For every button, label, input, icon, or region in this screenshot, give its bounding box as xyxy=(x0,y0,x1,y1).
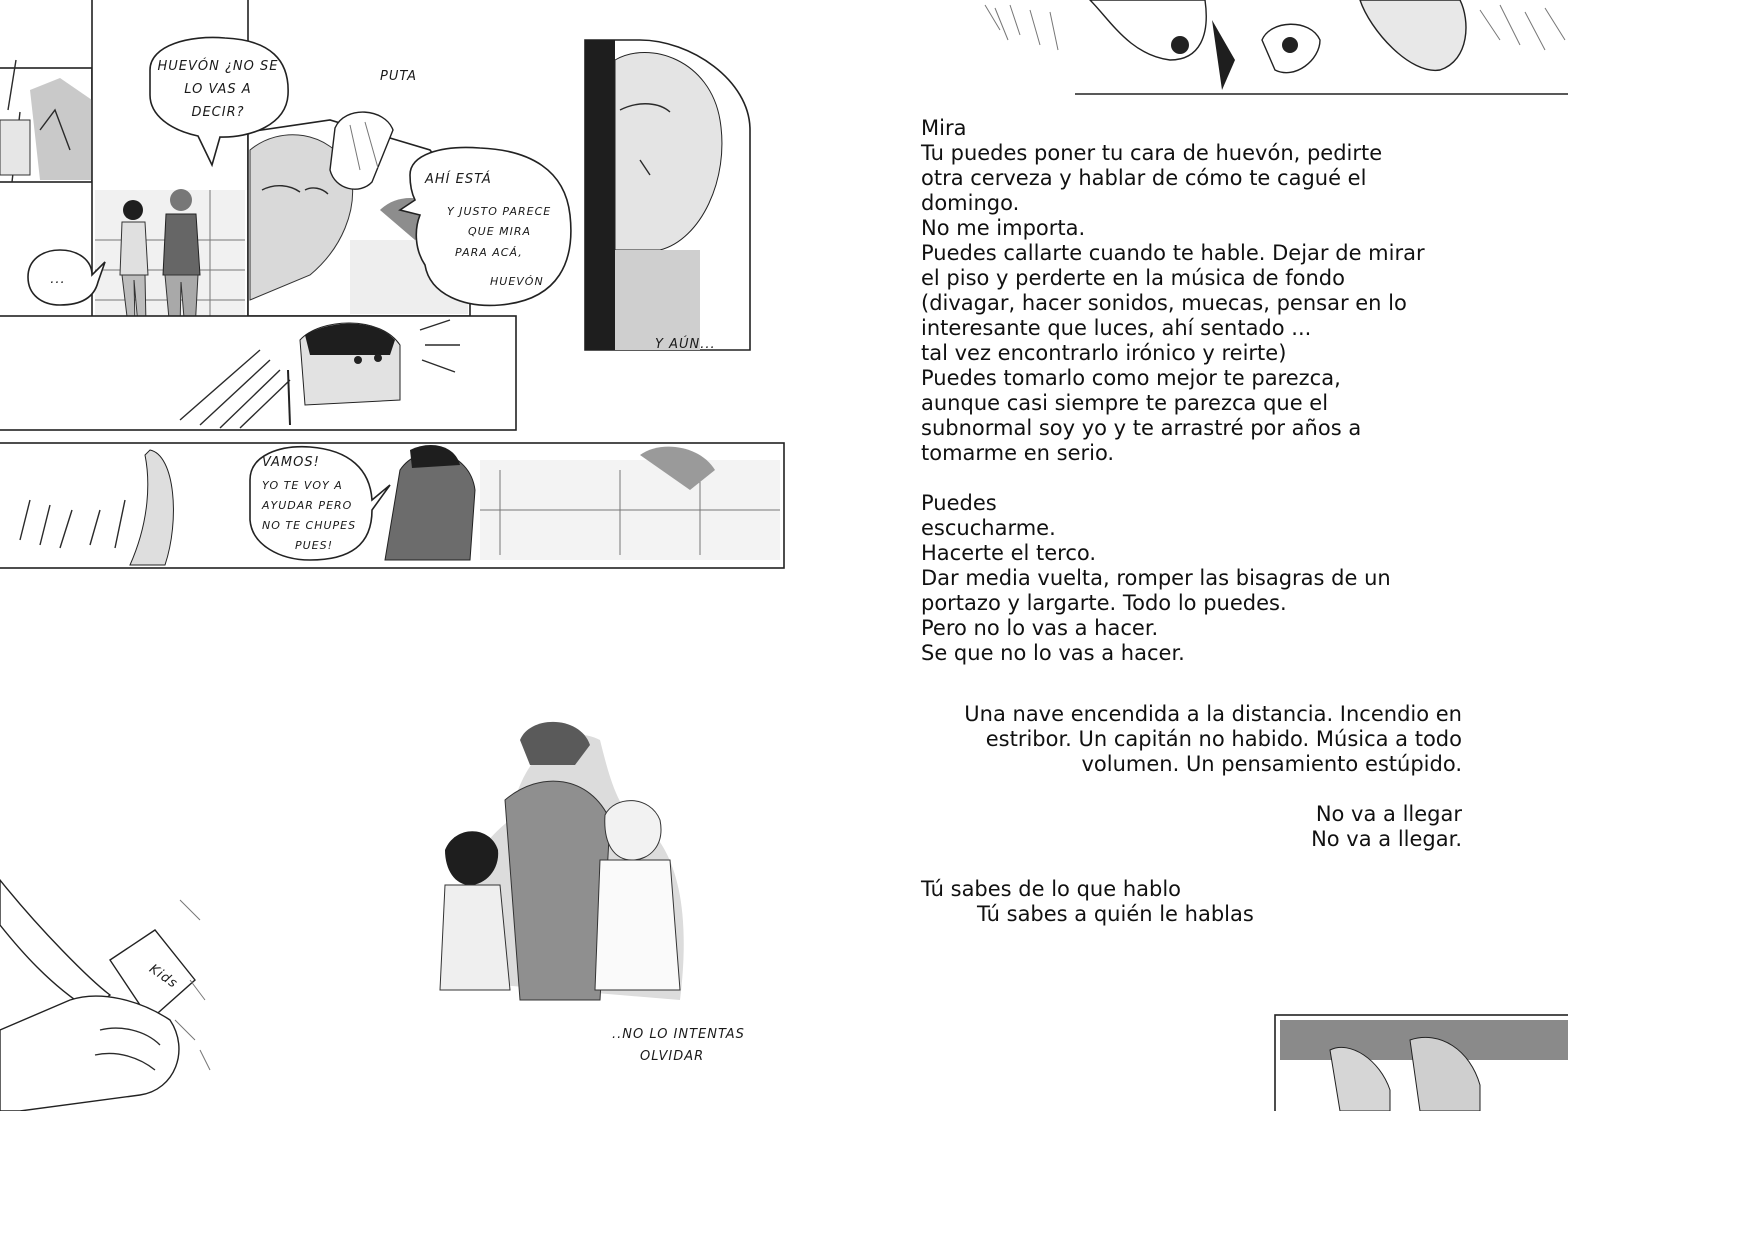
left-page-comic xyxy=(0,0,784,1111)
poem-line: interesante que luces, ahí sentado ... xyxy=(921,316,1312,340)
poem-line: escucharme. xyxy=(921,516,1056,540)
caption-y-aun: Y AÚN... xyxy=(655,337,716,352)
poem-line: portazo y largarte. Todo lo puedes. xyxy=(921,591,1287,615)
stanza-gap xyxy=(921,666,1481,702)
poem-line: tal vez encontrarlo irónico y reirte) xyxy=(921,341,1287,365)
stanza-gap xyxy=(921,466,1481,491)
poem-line: Mira xyxy=(921,116,967,140)
panel-walking-away xyxy=(0,443,784,568)
bubble-line: PUES! xyxy=(295,539,334,552)
poem-line: No va a llegar xyxy=(1315,802,1462,826)
sfx-puta: PUTA xyxy=(380,69,417,84)
poem-line: tomarme en serio. xyxy=(921,441,1115,465)
bubble-line: HUEVÓN xyxy=(490,275,544,288)
panel-eyes-top xyxy=(985,0,1568,94)
bubble-line: PARA ACÁ, xyxy=(455,246,523,259)
bubble-line: VAMOS! xyxy=(262,455,320,470)
bubble-line: Y JUSTO PARECE xyxy=(447,205,552,218)
bubble-line: NO TE CHUPES xyxy=(262,519,357,532)
panel-hands-bottom xyxy=(1275,1015,1568,1111)
bubble-line: YO TE VOY A xyxy=(262,479,343,492)
poem-line: estribor. Un capitán no habido. Música a todo xyxy=(985,727,1462,751)
poem-line: (divagar, hacer sonidos, muecas, pensar en lo xyxy=(921,291,1407,315)
poem-stanza-4 xyxy=(921,802,1481,852)
poem-line: Tu puedes poner tu cara de huevón, pedirte xyxy=(921,141,1383,165)
poem-line: Hacerte el terco. xyxy=(921,541,1097,565)
poem-line: Pero no lo vas a hacer. xyxy=(921,616,1159,640)
poem-line: Dar media vuelta, romper las bisagras de un xyxy=(921,566,1391,590)
poem-stanza-2 xyxy=(921,491,1481,666)
poem-line: volumen. Un pensamiento estúpido. xyxy=(1081,752,1462,776)
bubble-line: AHÍ ESTÁ xyxy=(425,172,492,187)
panel-boy-profile-sweat xyxy=(585,40,750,350)
bubble-line: HUEVÓN ¿NO SE xyxy=(157,59,279,74)
caption-line: ..NO LO INTENTAS xyxy=(612,1027,745,1042)
bubble-line: AYUDAR PERO xyxy=(262,499,353,512)
bubble-line: QUE MIRA xyxy=(468,225,532,238)
illustration-hand-juicebox xyxy=(0,880,210,1111)
poem-line: Tú sabes de lo que hablo xyxy=(921,877,1182,901)
panel-boy-with-straw xyxy=(0,316,516,430)
poem-line: Puedes tomarlo como mejor te parezca, xyxy=(921,366,1341,390)
poem-line: aunque casi siempre te parezca que el xyxy=(921,391,1329,415)
poem-line: Una nave encendida a la distancia. Incendio en xyxy=(964,702,1462,726)
poem-stanza-1 xyxy=(921,116,1481,466)
poem-line: Puedes xyxy=(921,491,997,515)
poem-line: No va a llegar. xyxy=(1311,827,1462,851)
poem-line: Puedes callarte cuando te hable. Dejar de mirar xyxy=(921,241,1425,265)
panel-straw-drinker xyxy=(0,60,92,182)
caption-line: OLVIDAR xyxy=(640,1049,705,1064)
poem-line: subnormal soy yo y te arrastré por años a xyxy=(921,416,1362,440)
poem-line: Se que no lo vas a hacer. xyxy=(921,641,1185,665)
poem-line: domingo. xyxy=(921,191,1020,215)
poem-line: No me importa. xyxy=(921,216,1086,240)
bubble-line: DECIR? xyxy=(191,105,245,120)
poem-line: el piso y perderte en la música de fondo xyxy=(921,266,1345,290)
bubble-line: ... xyxy=(50,272,66,287)
stanza-gap xyxy=(921,777,1481,802)
poem-text xyxy=(921,116,1481,927)
juicebox-label: Kids xyxy=(146,961,181,992)
poem-line: Tú sabes a quién le hablas xyxy=(977,902,1254,926)
poem-stanza-3 xyxy=(921,702,1481,777)
bubble-line: LO VAS A xyxy=(184,82,252,97)
poem-line: otra cerveza y hablar de cómo te cagué el xyxy=(921,166,1367,190)
poem-stanza-5 xyxy=(921,877,1481,927)
stanza-gap xyxy=(921,852,1481,877)
illustration-three-figures xyxy=(440,722,684,1000)
